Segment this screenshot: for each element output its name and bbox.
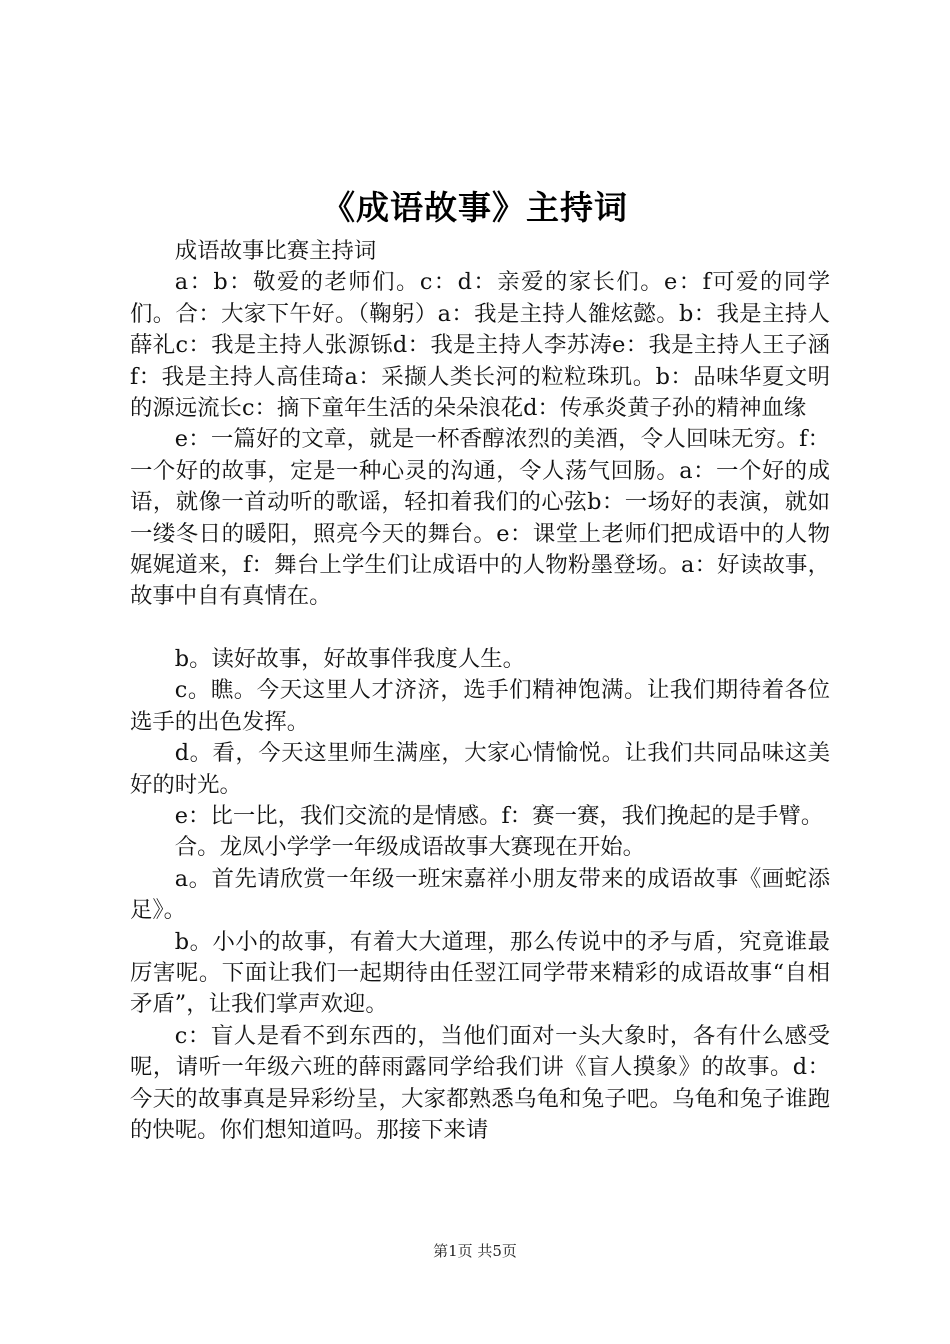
paragraph-c-line: c。瞧。今天这里人才济济，选手们精神饱满。让我们期待着各位选手的出色发挥。 [130,677,830,735]
paragraph-opening-lines: e：一篇好的文章，就是一杯香醇浓烈的美酒，令人回味无穷。f：一个好的故事，定是一种心灵的沟通，令人荡气回肠。a：一个好的成语，就像一首动听的歌谣，轻扣着我们的心弦b：一场好的表演，就如一缕冬日的暖阳，照亮今天的舞台。e：课堂上老师们把成语中的人物娓娓道来，f：舞台上学生们让成语中的人物粉墨登场。a：好读故事，故事中自有真情在。 [130,426,830,610]
paragraph-b-line: b。读好故事，好故事伴我度人生。 [174,645,525,672]
document-body [130,236,830,1146]
paragraph-a-first-story: a。首先请欣赏一年级一班宋嘉祥小朋友带来的成语故事《画蛇添足》。 [130,865,830,924]
page-number-footer: 第1页 共5页 [433,1242,517,1260]
paragraph-together-line: 合。龙凤小学学一年级成语故事大赛现在开始。 [174,834,645,861]
document-title: 《成语故事》主持词 [322,188,628,227]
paragraph-subtitle: 成语故事比赛主持词 [174,238,377,264]
paragraph-c-d-stories: c：盲人是看不到东西的，当他们面对一头大象时，各有什么感受呢，请听一年级六班的薛雨露同学给我们讲《盲人摸象》的故事。d：今天的故事真是异彩纷呈，大家都熟悉乌龟和兔子吧。乌龟和兔子谁跑的快呢。你们想知道吗。那接下来请 [130,1022,830,1143]
paragraph-e-f-line: e：比一比，我们交流的是情感。f：赛一赛，我们挽起的是手臂。 [174,802,824,829]
paragraph-b-second-story: b。小小的故事，有着大大道理，那么传说中的矛与盾，究竟谁最厉害呢。下面让我们一起期待由任翌江同学带来精彩的成语故事“自相矛盾”，让我们掌声欢迎。 [130,928,830,1018]
paragraph-host-intro: a：b：敬爱的老师们。c：d：亲爱的家长们。e：f可爱的同学们。合：大家下午好。（鞠躬）a：我是主持人雒炫懿。b：我是主持人薛礼c：我是主持人张源铄d：我是主持人李苏涛e：我是主持人王子涵f：我是主持人高佳琦a：采撷人类长河的粒粒珠玑。b：品味华夏文明的源远流长c：摘下童年生活的朵朵浪花d：传承炎黄子孙的精神血缘 [130,269,830,422]
paragraph-d-line: d。看，今天这里师生满座，大家心情愉悦。让我们共同品味这美好的时光。 [130,740,830,798]
